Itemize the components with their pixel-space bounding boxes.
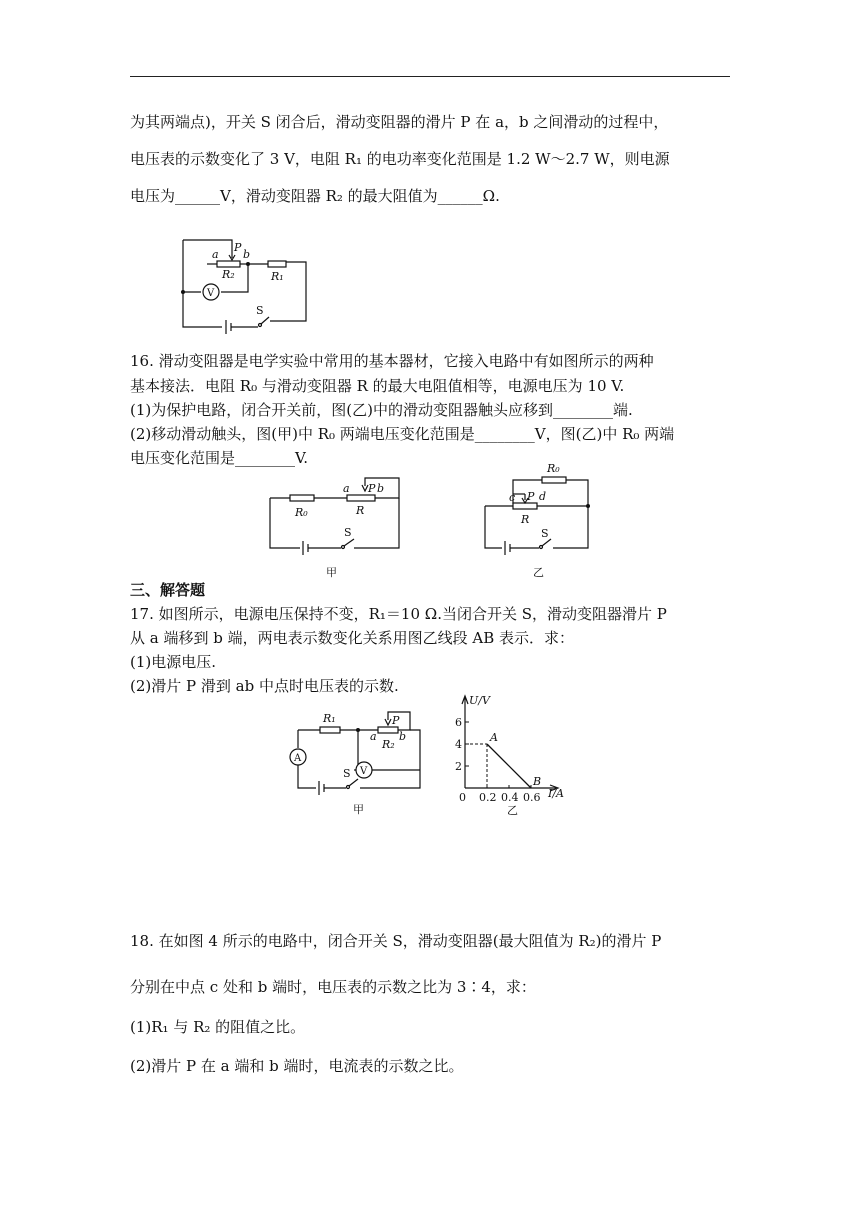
q16-yi-label-d: d (539, 490, 547, 503)
q17-jia-label-s: S (343, 767, 351, 780)
q17-line-1: 17. 如图所示，电源电压保持不变，R₁＝10 Ω.当闭合开关 S，滑动变阻器滑片 P (130, 605, 667, 623)
graph-xtick-label: 0 (459, 791, 466, 804)
q16-jia-caption: 甲 (326, 566, 337, 579)
q16-jia-label-r: R (356, 504, 365, 517)
q15-label-r2: R₂ (222, 268, 235, 281)
q16-line-5: 电压变化范围是________V. (130, 449, 308, 467)
q18-line-4: (2)滑片 P 在 a 端和 b 端时，电流表的示数之比。 (130, 1057, 464, 1075)
q17-jia-label-r2: R₂ (382, 738, 395, 751)
q17-circuit-jia (288, 706, 438, 818)
q17-ui-graph (448, 694, 588, 820)
q15-label-r1: R₁ (271, 270, 284, 283)
q16-jia-label-p: P (368, 482, 376, 495)
q16-line-1: 16. 滑动变阻器是电学实验中常用的基本器材，它接入电路中有如图所示的两种 (130, 352, 654, 370)
graph-xtick-label: 0.4 (501, 791, 519, 804)
q15-label-a: a (212, 248, 219, 261)
graph-point-b-label: B (533, 775, 542, 788)
q17-line-2: 从 a 端移到 b 端，两电表示数变化关系用图乙线段 AB 表示．求： (130, 629, 575, 647)
q16-yi-label-s: S (541, 527, 549, 540)
q15-label-b: b (243, 248, 251, 261)
q17-jia-caption: 甲 (353, 803, 364, 816)
q17-jia-label-a: a (370, 730, 377, 743)
q17-graph-caption: 乙 (507, 804, 518, 817)
q16-yi-label-c: c (509, 491, 516, 504)
q15-voltmeter-label: V (207, 288, 215, 299)
q18-line-2: 分别在中点 c 处和 b 端时，电压表的示数之比为 3∶4，求： (130, 978, 536, 996)
q16-yi-label-p: P (527, 490, 535, 503)
graph-ytick-label: 2 (455, 760, 462, 773)
q16-jia-label-r0: R₀ (295, 506, 308, 519)
graph-point-a-label: A (490, 731, 498, 744)
q17-graph-xlabel: I/A (548, 787, 564, 800)
q17-ammeter-label: A (294, 753, 302, 764)
q16-line-2: 基本接法．电阻 R₀ 与滑动变阻器 R 的最大电阻值相等，电源电压为 10 V. (130, 377, 625, 395)
q16-yi-label-r0: R₀ (547, 462, 560, 475)
q15-label-s: S (256, 304, 264, 317)
q16-line-4: (2)移动滑动触头，图(甲)中 R₀ 两端电压变化范围是________V，图(乙)中 R₀ 两端 (130, 425, 675, 443)
q16-circuit-jia (262, 472, 412, 582)
q16-yi-label-r: R (521, 513, 530, 526)
q17-jia-label-b: b (399, 730, 407, 743)
q16-jia-label-s: S (344, 526, 352, 539)
q16-yi-caption: 乙 (533, 566, 544, 579)
q17-jia-label-r1: R₁ (323, 712, 336, 725)
graph-xtick-label: 0.6 (523, 791, 541, 804)
graph-segment-ab (487, 744, 531, 788)
header-rule (130, 76, 730, 77)
q18-line-1: 18. 在如图 4 所示的电路中，闭合开关 S，滑动变阻器(最大阻值为 R₂)的滑片 P (130, 932, 662, 950)
q16-circuit-yi (477, 460, 602, 582)
q15-line-3: 电压为______V，滑动变阻器 R₂ 的最大阻值为______Ω. (130, 187, 500, 205)
graph-xtick-label: 0.2 (479, 791, 497, 804)
q17-line-4: (2)滑片 P 滑到 ab 中点时电压表的示数. (130, 677, 399, 695)
q15-circuit-diagram (175, 232, 315, 332)
graph-ytick-label: 6 (455, 716, 462, 729)
q16-jia-label-a: a (343, 482, 350, 495)
q16-line-3: (1)为保护电路，闭合开关前，图(乙)中的滑动变阻器触头应移到________端. (130, 401, 633, 419)
q17-line-3: (1)电源电压. (130, 653, 217, 671)
q17-voltmeter-label: V (360, 766, 368, 777)
q15-label-p: P (234, 241, 242, 254)
q17-graph-ylabel: U/V (469, 694, 490, 707)
q15-line-1: 为其两端点)，开关 S 闭合后，滑动变阻器的滑片 P 在 a，b 之间滑动的过程中， (130, 113, 669, 131)
q16-jia-label-b: b (377, 482, 385, 495)
q18-line-3: (1)R₁ 与 R₂ 的阻值之比。 (130, 1018, 306, 1036)
section-title: 三、解答题 (130, 581, 206, 599)
q17-jia-label-p: P (392, 714, 400, 727)
q15-line-2: 电压表的示数变化了 3 V，电阻 R₁ 的电功率变化范围是 1.2 W～2.7 W，则电源 (130, 150, 670, 168)
graph-ytick-label: 4 (455, 738, 462, 751)
